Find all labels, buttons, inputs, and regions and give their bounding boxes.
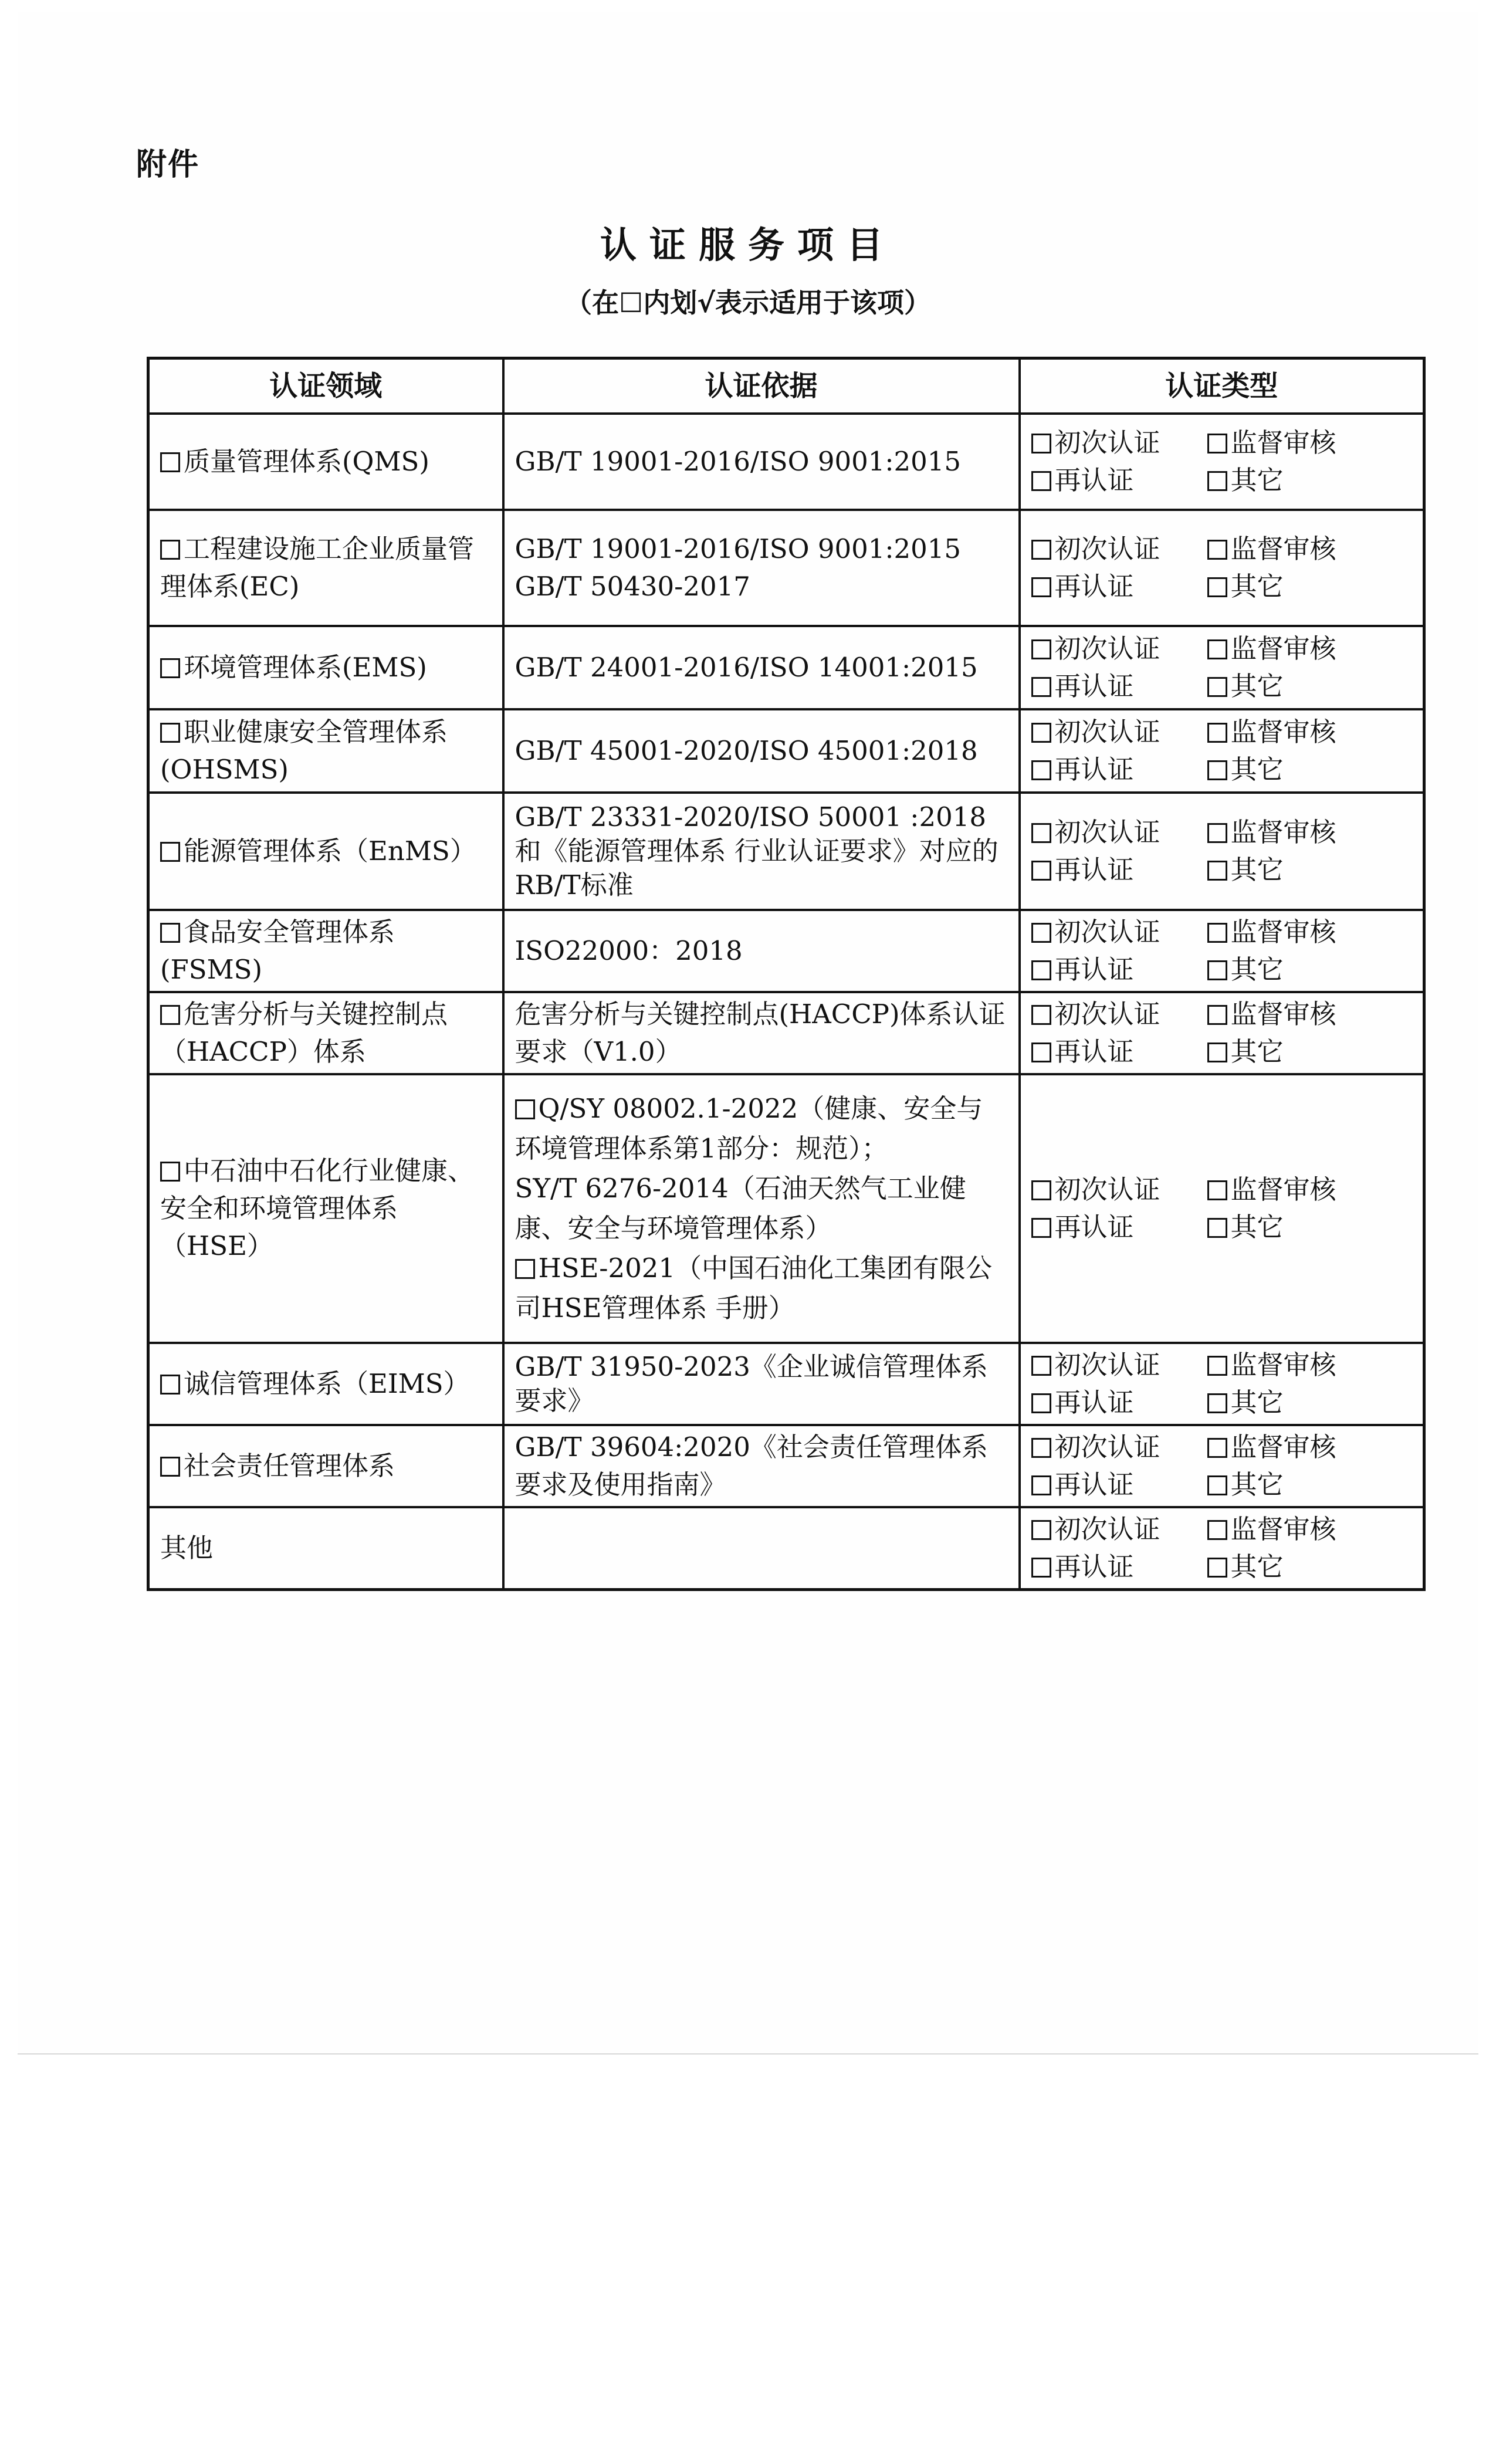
initial-checkbox[interactable] — [1031, 1356, 1051, 1376]
type-label: 监督审核 — [1230, 716, 1336, 747]
initial-checkbox[interactable] — [1031, 723, 1051, 743]
domain-label: 工程建设施工企业质量管理体系(EC) — [160, 533, 475, 602]
recert-checkbox[interactable] — [1031, 960, 1051, 980]
basis-cell — [503, 793, 1020, 910]
type-label: 其它 — [1230, 1551, 1284, 1582]
basis-text: GB/T 19001-2016/ISO 9001:2015 — [515, 533, 962, 564]
type-label: 再认证 — [1054, 571, 1134, 602]
table-row — [148, 414, 1424, 510]
table-row — [148, 1343, 1424, 1425]
domain-checkbox[interactable] — [160, 1005, 180, 1025]
table-row — [148, 793, 1424, 910]
basis-text: GB/T 45001-2020/ISO 45001:2018 — [515, 735, 978, 766]
domain-label: 诚信管理体系（EIMS） — [184, 1368, 470, 1399]
recert-checkbox[interactable] — [1031, 760, 1051, 780]
type-label: 其它 — [1230, 954, 1284, 985]
domain-checkbox[interactable] — [160, 1457, 180, 1477]
basis-text: SY/T 6276-2014（石油天然气工业健康、安全与环境管理体系） — [515, 1173, 966, 1244]
supervision-checkbox[interactable] — [1207, 1005, 1227, 1025]
type-label: 再认证 — [1054, 954, 1134, 985]
type-label: 初次认证 — [1054, 533, 1160, 564]
table-row — [148, 709, 1424, 793]
type-label: 监督审核 — [1230, 533, 1336, 564]
initial-checkbox[interactable] — [1031, 923, 1051, 943]
type-label: 再认证 — [1054, 1211, 1134, 1243]
table-row — [148, 510, 1424, 626]
type-label: 再认证 — [1054, 1469, 1134, 1500]
supervision-checkbox[interactable] — [1207, 823, 1227, 843]
recert-checkbox[interactable] — [1031, 1043, 1051, 1062]
supervision-checkbox[interactable] — [1207, 723, 1227, 743]
domain-label: 能源管理体系（EnMS） — [184, 835, 476, 867]
domain-cell — [148, 992, 503, 1074]
domain-checkbox[interactable] — [160, 1375, 180, 1395]
other-checkbox[interactable] — [1207, 1218, 1227, 1238]
domain-label: 中石油中石化行业健康、安全和环境管理体系（HSE） — [160, 1155, 475, 1261]
type-label: 再认证 — [1054, 465, 1134, 496]
domain-label: 质量管理体系(QMS) — [184, 446, 429, 477]
basis-text: ISO22000：2018 — [515, 935, 743, 966]
other-checkbox[interactable] — [1207, 861, 1227, 881]
type-cell — [1020, 1425, 1424, 1507]
type-label: 监督审核 — [1230, 916, 1336, 947]
type-label: 初次认证 — [1054, 1514, 1160, 1545]
basis-cell — [503, 1425, 1020, 1507]
supervision-checkbox[interactable] — [1207, 540, 1227, 560]
type-label: 其它 — [1230, 671, 1284, 702]
type-label: 初次认证 — [1054, 916, 1160, 947]
other-checkbox[interactable] — [1207, 1558, 1227, 1578]
domain-cell — [148, 793, 503, 910]
type-cell — [1020, 1343, 1424, 1425]
type-label: 再认证 — [1054, 854, 1134, 885]
other-checkbox[interactable] — [1207, 677, 1227, 697]
type-label: 其它 — [1230, 754, 1284, 785]
domain-checkbox[interactable] — [160, 452, 180, 472]
page-title: 认证服务项目 — [600, 224, 896, 266]
type-label: 其它 — [1230, 571, 1284, 602]
basis-text: GB/T 23331-2020/ISO 50001 :2018和《能源管理体系 行业认证要求》对应的RB/T标准 — [515, 801, 999, 901]
type-label: 再认证 — [1054, 1387, 1134, 1418]
basis-text: HSE-2021（中国石油化工集团有限公司HSE管理体系 手册） — [515, 1253, 992, 1324]
initial-checkbox[interactable] — [1031, 434, 1051, 453]
recert-checkbox[interactable] — [1031, 861, 1051, 881]
domain-cell — [148, 1507, 503, 1590]
domain-checkbox[interactable] — [160, 923, 180, 943]
type-label: 再认证 — [1054, 754, 1134, 785]
type-label: 监督审核 — [1230, 1514, 1336, 1545]
type-label: 再认证 — [1054, 671, 1134, 702]
domain-cell — [148, 414, 503, 510]
basis-text: GB/T 39604:2020《社会责任管理体系 要求及使用指南》 — [515, 1431, 988, 1500]
type-cell — [1020, 709, 1424, 793]
domain-label: 社会责任管理体系 — [184, 1450, 395, 1481]
basis-cell — [503, 626, 1020, 709]
domain-cell — [148, 709, 503, 793]
type-cell — [1020, 992, 1424, 1074]
domain-checkbox[interactable] — [160, 1162, 180, 1182]
supervision-checkbox[interactable] — [1207, 1180, 1227, 1200]
basis-cell — [503, 709, 1020, 793]
domain-cell — [148, 626, 503, 709]
type-label: 初次认证 — [1054, 716, 1160, 747]
type-label: 初次认证 — [1054, 1174, 1160, 1205]
domain-checkbox[interactable] — [160, 842, 180, 862]
column-header-basis: 认证依据 — [503, 358, 1020, 414]
recert-checkbox[interactable] — [1031, 1475, 1051, 1495]
basis-checkbox[interactable] — [515, 1099, 535, 1119]
domain-label: 职业健康安全管理体系(OHSMS) — [160, 716, 448, 785]
basis-text: Q/SY 08002.1-2022（健康、安全与环境管理体系第1部分：规范）； — [515, 1093, 983, 1164]
type-label: 监督审核 — [1230, 817, 1336, 848]
initial-checkbox[interactable] — [1031, 1180, 1051, 1200]
initial-checkbox[interactable] — [1031, 540, 1051, 560]
other-checkbox[interactable] — [1207, 960, 1227, 980]
supervision-checkbox[interactable] — [1207, 1520, 1227, 1540]
type-cell — [1020, 626, 1424, 709]
initial-checkbox[interactable] — [1031, 639, 1051, 659]
type-label: 初次认证 — [1054, 427, 1160, 458]
recert-checkbox[interactable] — [1031, 677, 1051, 697]
basis-cell — [503, 510, 1020, 626]
attachment-label: 附件 — [136, 147, 200, 182]
supervision-checkbox[interactable] — [1207, 1356, 1227, 1376]
basis-cell — [503, 414, 1020, 510]
type-cell — [1020, 510, 1424, 626]
table-row — [148, 1074, 1424, 1343]
domain-cell — [148, 510, 503, 626]
basis-text: GB/T 31950-2023《企业诚信管理体系要求》 — [515, 1351, 988, 1416]
supervision-checkbox[interactable] — [1207, 639, 1227, 659]
basis-cell — [503, 1074, 1020, 1343]
domain-checkbox[interactable] — [160, 540, 180, 560]
type-label: 监督审核 — [1230, 999, 1336, 1030]
domain-checkbox[interactable] — [160, 723, 180, 743]
type-label: 其它 — [1230, 1036, 1284, 1067]
domain-label: 环境管理体系(EMS) — [184, 652, 427, 683]
basis-text: GB/T 19001-2016/ISO 9001:2015 — [515, 446, 962, 477]
recert-checkbox[interactable] — [1031, 577, 1051, 597]
table-header-row — [148, 358, 1424, 414]
type-label: 其它 — [1230, 1211, 1284, 1243]
recert-checkbox[interactable] — [1031, 471, 1051, 491]
type-label: 其它 — [1230, 854, 1284, 885]
other-checkbox[interactable] — [1207, 1393, 1227, 1413]
type-label: 其它 — [1230, 1387, 1284, 1418]
table-row — [148, 992, 1424, 1074]
type-label: 监督审核 — [1230, 1349, 1336, 1380]
type-label: 再认证 — [1054, 1551, 1134, 1582]
domain-label: 食品安全管理体系(FSMS) — [160, 916, 395, 985]
other-checkbox[interactable] — [1207, 1043, 1227, 1062]
initial-checkbox[interactable] — [1031, 1520, 1051, 1540]
basis-text: 危害分析与关键控制点(HACCP)体系认证要求（V1.0） — [515, 999, 1006, 1067]
domain-cell — [148, 1343, 503, 1425]
column-header-type: 认证类型 — [1020, 358, 1424, 414]
other-checkbox[interactable] — [1207, 760, 1227, 780]
domain-label: 危害分析与关键控制点（HACCP）体系 — [160, 999, 448, 1067]
basis-checkbox[interactable] — [515, 1259, 535, 1279]
initial-checkbox[interactable] — [1031, 1005, 1051, 1025]
basis-cell — [503, 910, 1020, 992]
initial-checkbox[interactable] — [1031, 1438, 1051, 1458]
recert-checkbox[interactable] — [1031, 1393, 1051, 1413]
other-checkbox[interactable] — [1207, 1475, 1227, 1495]
supervision-checkbox[interactable] — [1207, 1438, 1227, 1458]
type-label: 初次认证 — [1054, 817, 1160, 848]
type-label: 再认证 — [1054, 1036, 1134, 1067]
type-cell — [1020, 1507, 1424, 1590]
type-label: 其它 — [1230, 1469, 1284, 1500]
type-cell — [1020, 910, 1424, 992]
table-row — [148, 1507, 1424, 1590]
table-row — [148, 626, 1424, 709]
type-label: 初次认证 — [1054, 1349, 1160, 1380]
recert-checkbox[interactable] — [1031, 1558, 1051, 1578]
supervision-checkbox[interactable] — [1207, 434, 1227, 453]
type-label: 监督审核 — [1230, 1431, 1336, 1463]
type-label: 初次认证 — [1054, 1431, 1160, 1463]
table-row — [148, 1425, 1424, 1507]
basis-cell — [503, 992, 1020, 1074]
other-checkbox[interactable] — [1207, 577, 1227, 597]
page-subtitle: （在☐内划√表示适用于该项） — [565, 287, 931, 319]
type-label: 初次认证 — [1054, 999, 1160, 1030]
type-cell — [1020, 793, 1424, 910]
domain-cell — [148, 1074, 503, 1343]
column-header-domain: 认证领域 — [148, 358, 503, 414]
basis-text: GB/T 50430-2017 — [515, 571, 750, 602]
type-label: 其它 — [1230, 465, 1284, 496]
type-cell — [1020, 1074, 1424, 1343]
basis-text: GB/T 24001-2016/ISO 14001:2015 — [515, 652, 978, 683]
basis-cell — [503, 1343, 1020, 1425]
table-row — [148, 910, 1424, 992]
supervision-checkbox[interactable] — [1207, 923, 1227, 943]
type-cell — [1020, 414, 1424, 510]
domain-cell — [148, 1425, 503, 1507]
basis-cell[interactable] — [503, 1507, 1020, 1590]
other-checkbox[interactable] — [1207, 471, 1227, 491]
recert-checkbox[interactable] — [1031, 1218, 1051, 1238]
domain-label: 其他 — [160, 1532, 214, 1563]
type-label: 监督审核 — [1230, 427, 1336, 458]
type-label: 监督审核 — [1230, 633, 1336, 664]
initial-checkbox[interactable] — [1031, 823, 1051, 843]
certification-table — [147, 357, 1426, 1591]
type-label: 监督审核 — [1230, 1174, 1336, 1205]
domain-cell — [148, 910, 503, 992]
type-label: 初次认证 — [1054, 633, 1160, 664]
domain-checkbox[interactable] — [160, 658, 180, 678]
